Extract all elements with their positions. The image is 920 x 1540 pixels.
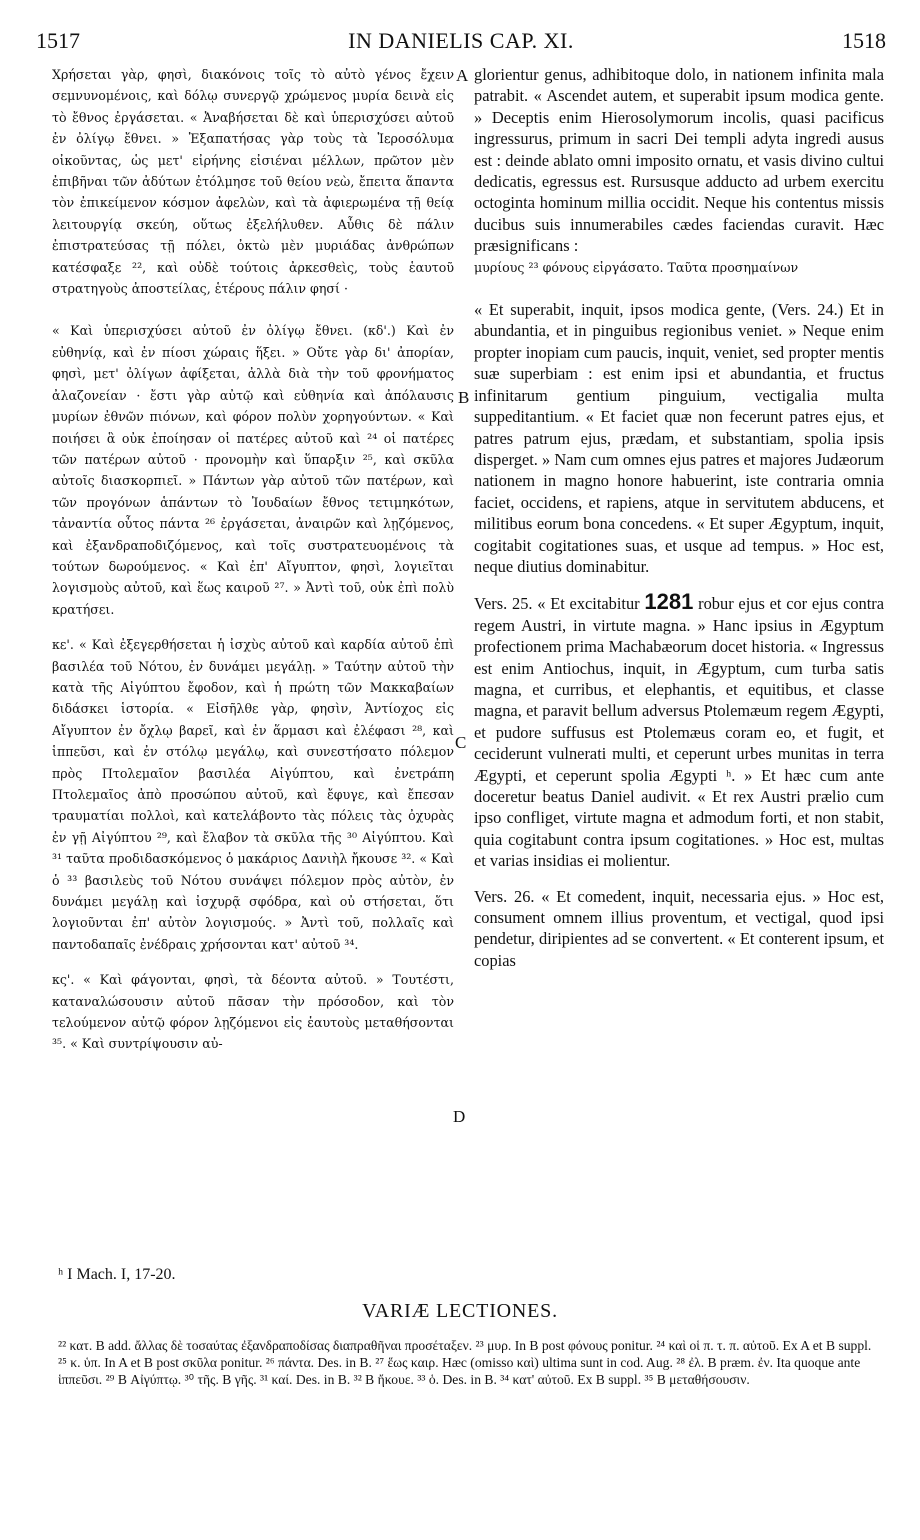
greek-column [52, 64, 454, 1055]
column-number: 1281 [644, 589, 694, 615]
vers-25-text: robur ejus et cor ejus contra regem Austri, in virtute magna. » Hanc ipsius in Ægyptum profectionem prima Machabæorum docet historia. « Ingressus est enim Antiochus, inquit, in Ægyptum, cum turba satis magna, et curribus, et elephantis, et equitibus, et classe magna, et paravit bellum adversus Ptolemæum regem Ægypti, et pudore suffusus est Ptolemæus coram eo, et fugit, et ceciderunt vulnerati multi, et ceperunt urbes munitas in terra Ægypti, et ceperunt spolia Ægypti ʰ. » Et hæc cum ante doceretur beatus Daniel audivit. « Et rex Austri prælio cum ipso confliget, virtute magna et admodum forti, et non stabit, quia cogitabunt contra ipsum cogitationes. » Hoc est, multas et varias insidias ei molientur. [474, 594, 885, 871]
page-header [36, 28, 886, 58]
variae-lectiones-notes [58, 1338, 878, 1388]
page-number-right: 1518 [842, 28, 886, 53]
latin-paragraph-1: glorientur genus, adhibitoque dolo, in nationem infinita mala patrabit. « Ascendet autem, et superabit ipsum modica gente. » Deceptis enim Hierosolymorum incolis, quasi pacificus ingressurus, primum in sacri Dei templi adyta ingredi ausus est : deinde ablato omni imposito ornatu, et vasis divino cultui dedicatis, egressus est. Rursusque adducto ad urbem exercitu octoginta hominum millia occidit. Neque his contentus missis ducibus suis innumerabiles cædes faciendas curavit. Hæc præsignificans : [474, 65, 884, 256]
latin-paragraph-3 [474, 591, 884, 871]
margin-letter-a: A [456, 66, 469, 85]
greek-line-in-latin: μυρίους ²³ φόνους εἰργάσατο. Ταῦτα προσημαίνων [474, 259, 799, 275]
variant-notes-text: ²² κατ. B add. ἄλλας δὲ τοσαύτας ἐξανδραποδίσας διαπραθῆναι προσέταξεν. ²³ μυρ. In B post φόνους ponitur. ²⁴ καὶ οἱ π. τ. π. αὐτοῦ. Ex A et B suppl. ²⁵ κ. ὑπ. In A et B post σκῦλα ponitur. ²⁶ πάντα. Des. in B. ²⁷ ἕως καιρ. Hæc (omisso καὶ) ultima sunt in cod. Aug. ²⁸ ἐλ. B præm. ἐν. Ita quoque ante ἱππεῦσι. ²⁹ B Αἰγύπτῳ. ³⁰ τῆς. B γῆς. ³¹ καί. Des. in B. ³² B ἤκουε. ³³ ὁ. Des. in B. ³⁴ κατ' αὐτοῦ. Ex B suppl. ³⁵ B μεταθήσουσιν. [58, 1338, 872, 1387]
greek-paragraph-2: « Καὶ ὑπερισχύσει αὐτοῦ ἐν ὀλίγῳ ἔθνει. (κδ'.) Καὶ ἐν εὐθηνίᾳ, καὶ ἐν πίοσι χώραις ἥξει. » Οὔτε γὰρ δι' ἀπορίαν, φησὶ, μετ' ὀλίγων ἀφίξεται, ἀλλὰ διὰ τὴν τοῦ φρονήματος ἀλαζονείαν · ἔστι γὰρ αὐτῷ καὶ εὐθηνία καὶ ἀπόλαυσις μυρίων ἐθνῶν πιόνων, καὶ φόρον πολὺν χορηγούντων. « Καὶ ποιήσει ἃ οὐκ ἐποίησαν οἱ πατέρες αὐτοῦ καὶ ²⁴ οἱ πατέρες τῶν πατέρων αὐτοῦ · προνομὴν καὶ ὕπαρξιν ²⁵, καὶ σκῦλα αὐτοῖς διασκορπιεῖ. » Πάντων γὰρ αὐτοῦ τῶν πατέρων, καὶ τῶν προγόνων ἁπάντων τὸ Ἰουδαίων ἔθνος τετιμηκότων, τἀναντία οὗτος πάντα ²⁶ ἐργάσεται, ἀναιρῶν καὶ λῃζόμενος, καὶ ἐξανδραποδιζόμενος, καὶ τοῖς συστρατευομένοις τὰ τούτων δωρούμενος. « Καὶ ἐπ' Αἴγυπτον, φησὶ, λογιεῖται λογισμοὺς αὐτοῦ, καὶ ἕως καιροῦ ²⁷. » Ἀντὶ τοῦ, οὐκ ἐπὶ πολὺ κρατήσει. [52, 323, 454, 617]
margin-letter-b: B [458, 388, 470, 407]
greek-paragraph-4: κς'. « Καὶ φάγονται, φησὶ, τὰ δέοντα αὐτοῦ. » Τουτέστι, καταναλώσουσιν αὐτοῦ πᾶσαν τὴν πρόσοδον, καὶ τὸν τελούμενον αὐτῷ φόρον λῃζόμενοι εἰς ἑαυτοὺς μεταθήσονται ³⁵. « Καὶ συντρίψουσιν αὐ- [52, 972, 454, 1052]
latin-paragraph-2: « Et superabit, inquit, ipsos modica gente, (Vers. 24.) Et in abundantia, et in pinguibus regionibus veniet. » Neque enim propter inopiam cum paucis, inquit, veniet, sed propter mentis suæ superbiam : est enim ipsi et abundantia, et fructus infinitarum gentium pinguium, vectigalia multa suppeditantium. « Et faciet quæ non fecerunt patres ejus, et patres patrum ejus, prædam, et substantiam, spolia ipsis disperget. » Nam cum omnes ejus patres et majores Judæorum nationem in magno honore habuerint, iste contraria omnia faciet, occidens, et rapiens, atque in servitutem abducens, et militibus eorum bona concedens. « Et super Ægyptum, inquit, cogitabit cogitationes suas, et usque ad tempus. » Hoc est, neque diutius dominabitur. [474, 300, 884, 576]
greek-paragraph-3: κε'. « Καὶ ἐξεγερθήσεται ἡ ἰσχὺς αὐτοῦ καὶ καρδία αὐτοῦ ἐπὶ βασιλέα τοῦ Νότου, ἐν δυνάμει μεγάλῃ. » Ταύτην αὐτοῦ τὴν κατὰ τῆς Αἰγύπτου ἔφοδον, καὶ ἡ πρώτη τῶν Μακκαβαίων διδάσκει ἱστορία. « Εἰσῆλθε γὰρ, φησὶν, Ἀντίοχος εἰς Αἴγυπτον ἐν ὄχλῳ βαρεῖ, καὶ ἐν ἅρμασι καὶ ἐλέφασι ²⁸, καὶ ἱππεῦσι, καὶ ἐν στόλῳ μεγάλῳ, καὶ συνεστήσατο πόλεμον πρὸς Πτολεμαῖον βασιλέα Αἰγύπτου, καὶ ἐνετράπη Πτολεμαῖος ἀπὸ προσώπου αὐτοῦ, καὶ ἔφυγε, καὶ ἔπεσαν τραυματίαι πολλοὶ, καὶ κατελάβοντο τὰς πόλεις τὰς ὀχυρὰς ἐν γῇ Αἰγύπτου ²⁹, καὶ ἔλαβον τὰ σκῦλα τῆς ³⁰ Αἰγύπτου. Καὶ ³¹ ταῦτα προδιδασκόμενος ὁ μακάριος Δανιὴλ ἤκουσε ³². « Καὶ ὁ ³³ βασιλεὺς τοῦ Νότου συνάψει πόλεμον πρὸς αὐτὸν, ἐν δυνάμει μεγάλῃ καὶ ἰσχυρᾷ σφόδρα, καὶ οὐ στήσεται, ὅτι λογιοῦνται ἐπ' αὐτὸν λογισμούς. » Ἀντὶ τοῦ, πολλαῖς καὶ παντοδαπαῖς ἐνέδραις χρήσονται κατ' αὐτοῦ ³⁴. [52, 637, 454, 952]
page-number-left: 1517 [36, 28, 80, 53]
vers-25-prefix: Vers. 25. « Et excitabitur [474, 594, 640, 614]
running-title: IN DANIELIS CAP. XI. [348, 28, 574, 53]
greek-paragraph-1: Χρήσεται γὰρ, φησὶ, διακόνοις τοῖς τὸ αὐτὸ γένος ἔχειν σεμνυνομένοις, καὶ δόλῳ συνεργῷ χρώμενος μυρία δεινὰ εἰς τὸ ἔθνος ἐργάσεται. « Ἀναβήσεται δὲ καὶ ὑπερισχύσει αὐτοῦ ἐν ὀλίγῳ ἔθνει. » Ἐξαπατήσας γὰρ τοὺς τὰ Ἱεροσόλυμα οἰκοῦντας, ὡς μετ' εἰρήνης εἰσιέναι μέλλων, πρῶτον μὲν ἐπιβῆναι τῶν ἀδύτων ἐτόλμησε τοῦ θείου νεὼ, ἔπειτα ἅπαντα τὸν ἐπικείμενον κόσμον ἀφελὼν, καὶ τὰ ἀφιερωμένα τῇ θείᾳ λειτουργίᾳ σκεύη, οὕτως ἐξελήλυθεν. Αὖθις δὲ πάλιν ἐπιστρατεύσας τῇ πόλει, ὀκτὼ μὲν μυριάδας ἀνθρώπων κατέσφαξε ²², καὶ οὐδὲ τούτοις ἀρκεσθεὶς, τοὺς ἑαυτοῦ στρατηγοὺς ἀποστείλας, ἑτέρους πάλιν φησί · [52, 67, 454, 297]
footnote-h: ʰ I Mach. I, 17-20. [58, 1266, 176, 1283]
margin-letter-d: D [453, 1107, 466, 1126]
variae-lectiones-title: VARIÆ LECTIONES. [362, 1300, 558, 1322]
latin-paragraph-4: Vers. 26. « Et comedent, inquit, necessaria ejus. » Hoc est, consument omnem illius proventum, et vectigal, quod ipsi pendetur, diripientes ad se convertent. « Et conterent ipsum, et copias [474, 886, 884, 970]
latin-column [474, 64, 884, 971]
margin-letter-c: C [455, 733, 467, 752]
